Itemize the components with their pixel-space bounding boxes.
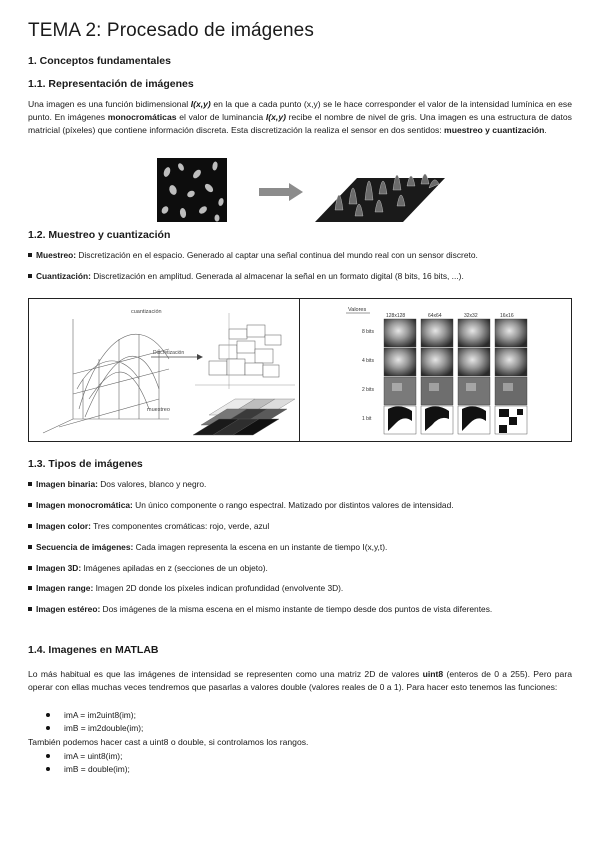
- text-run: .: [544, 124, 547, 135]
- diagram-3d-discretization: [29, 299, 299, 441]
- tipo-range: [28, 582, 572, 595]
- formula-ixy: I(x,y): [190, 99, 211, 109]
- section-heading-1: 1. Conceptos fundamentales: [28, 55, 171, 67]
- bullet-label: Imagen range:: [36, 583, 94, 593]
- bullet-cuantizacion: [28, 270, 572, 283]
- row-label-8bits: 8 bits: [362, 329, 374, 335]
- bullet-square-icon: [28, 607, 32, 611]
- term-monocromaticas: monocromáticas: [107, 111, 177, 122]
- figure-sampling-quantization: [28, 298, 572, 442]
- col-label-64: 64x64: [428, 313, 442, 319]
- bullet-label: Imagen monocromática:: [36, 500, 133, 510]
- col-label-128: 128x128: [386, 313, 406, 319]
- bullet-square-icon: [28, 545, 32, 549]
- col-label-32: 32x32: [464, 313, 478, 319]
- paragraph-matlab: [28, 668, 572, 694]
- tipo-estereo: [28, 603, 572, 616]
- surface-base: [315, 178, 445, 222]
- row-label-2bits: 2 bits: [362, 387, 374, 393]
- text-run: el valor de luminancia: [176, 111, 266, 122]
- bullet-label: Secuencia de imágenes:: [36, 542, 134, 552]
- bullet-text: Dos imágenes de la misma escena en el mismo instante de tiempo desde dos puntos de vista diferentes.: [100, 604, 493, 614]
- code-item: [46, 722, 143, 734]
- term-muestreo-cuantizacion: muestreo y cuantización: [444, 124, 545, 135]
- bullet-square-icon: [28, 566, 32, 570]
- bullet-label: Imagen color:: [36, 521, 91, 531]
- row-label-4bits: 4 bits: [362, 358, 374, 364]
- label-muestreo: muestreo: [147, 407, 170, 413]
- section-heading-1-1: 1.1. Representación de imágenes: [28, 78, 194, 90]
- bullet-square-icon: [28, 274, 32, 278]
- label-discretizacion: Discretización: [153, 350, 185, 356]
- bullet-dot-icon: [46, 767, 50, 771]
- bullet-text: Un único componente o rango espectral. Matizado por distintos valores de intensidad.: [132, 500, 454, 510]
- bullet-label: Imagen 3D:: [36, 563, 82, 573]
- paragraph-cast: También podemos hacer cast a uint8 o double, si controlamos los rangos.: [28, 737, 309, 747]
- code-item: [46, 763, 130, 775]
- bullet-dot-icon: [46, 713, 50, 717]
- bullet-square-icon: [28, 586, 32, 590]
- bullet-text: Imágenes apiladas en z (secciones de un objeto).: [81, 563, 268, 573]
- paragraph-representation: [28, 98, 572, 136]
- formula-ixy: I(x,y): [265, 111, 286, 122]
- tipo-3d: [28, 562, 572, 575]
- bullet-square-icon: [28, 524, 32, 528]
- code-text: imB = im2double(im);: [64, 723, 144, 733]
- tipo-secuencia: [28, 541, 572, 554]
- term-uint8: uint8: [422, 669, 444, 679]
- text-run: Lo más habitual es que las imágenes de intensidad se representen como una matriz 2D de valores: [28, 669, 423, 679]
- bullet-dot-icon: [46, 726, 50, 730]
- label-cuantizacion: cuantización: [131, 309, 162, 315]
- section-heading-1-3: 1.3. Tipos de imágenes: [28, 458, 143, 470]
- bullet-square-icon: [28, 482, 32, 486]
- bullet-dot-icon: [46, 754, 50, 758]
- tipo-color: [28, 520, 572, 533]
- code-text: imB = double(im);: [64, 764, 130, 774]
- text-run: en la que a cada punto (x,y) se le hace corresponder el valor de la intensidad lumínica en ese punto. En imágenes: [28, 99, 572, 122]
- code-item: [46, 750, 122, 762]
- section-heading-1-4: 1.4. Imagenes en MATLAB: [28, 644, 159, 656]
- tipo-monocromatica: [28, 499, 572, 512]
- bullet-label: Imagen estéreo:: [36, 604, 101, 614]
- bullet-text: Dos valores, blanco y negro.: [97, 479, 207, 489]
- code-text: imA = uint8(im);: [64, 751, 123, 761]
- bullet-label: Muestreo:: [36, 250, 77, 260]
- col-label-16: 16x16: [500, 313, 514, 319]
- code-item: [46, 709, 136, 721]
- arrow-icon: [259, 183, 303, 201]
- code-text: imA = im2uint8(im);: [64, 710, 136, 720]
- bullet-text: Discretización en amplitud. Generada al almacenar la señal en un formato digital (8 bits, 16 bits, ...).: [90, 271, 464, 281]
- text-run: recibe el nombre de nivel de gris. Una imagen es una estructura de datos matricial (píxeles) que contiene información discreta. Esta discretización la realiza el sensor en dos sentidos:: [28, 111, 572, 135]
- bullet-text: Discretización en el espacio. Generado al captar una señal continua del mundo real con un sensor discreto.: [76, 250, 478, 260]
- page-title: TEMA 2: Procesado de imágenes: [28, 20, 314, 41]
- text-run: Una imagen es una función bidimensional: [28, 99, 191, 109]
- bullet-text: Tres componentes cromáticas: rojo, verde, azul: [90, 521, 270, 531]
- bullet-label: Cuantización:: [36, 271, 91, 281]
- label-valores: Valores: [348, 307, 367, 313]
- bullet-text: Cada imagen representa la escena en un instante de tiempo I(x,y,t).: [133, 542, 388, 552]
- tipo-binaria: [28, 478, 572, 491]
- section-heading-1-2: 1.2. Muestreo y cuantización: [28, 229, 171, 241]
- bullet-square-icon: [28, 253, 32, 257]
- figure-image-to-surface: [157, 158, 447, 224]
- text-run: (enteros de 0 a 255). Pero para operar con ellas muchas veces tendremos que pasarlas a valores double (valores reales de 0 a 1). Para hacer esto tenemos las funciones:: [28, 669, 572, 692]
- resolution-grid: [300, 299, 571, 441]
- row-label-1bit: 1 bit: [362, 416, 372, 422]
- bullet-text: Imagen 2D donde los píxeles indican profundidad (envolvente 3D).: [93, 583, 344, 593]
- bullet-label: Imagen binaria:: [36, 479, 98, 489]
- bullet-square-icon: [28, 503, 32, 507]
- bullet-muestreo: [28, 249, 572, 262]
